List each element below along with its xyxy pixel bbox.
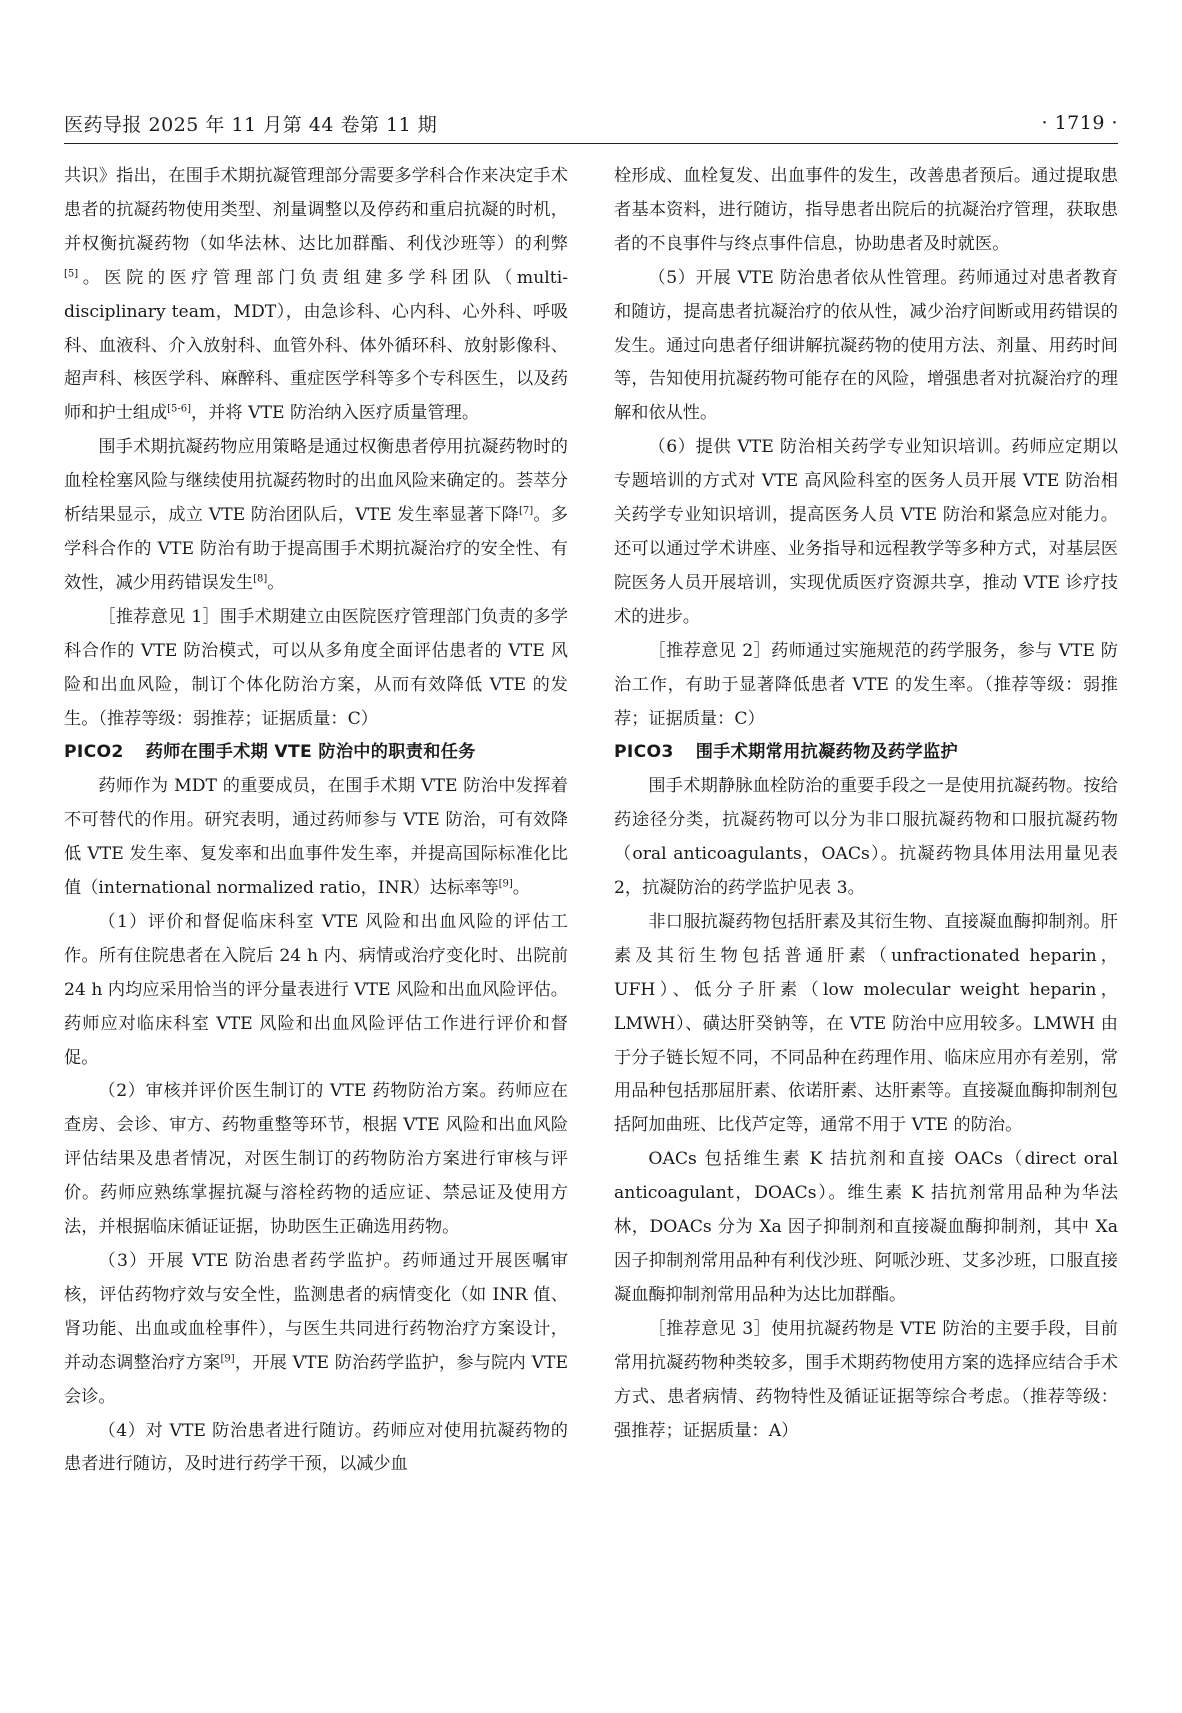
paragraph: [64, 770, 568, 906]
paragraph: 栓形成、血栓复发、出血事件的发生，改善患者预后。通过提取患者基本资料，进行随访，指导患者出院后的抗凝治疗管理，获取患者的不良事件与终点事件信息，协助患者及时就医。: [614, 166, 1118, 254]
paragraph: 非口服抗凝药物包括肝素及其衍生物、直接凝血酶抑制剂。肝素及其衍生物包括普通肝素（unfractionated heparin，UFH）、低分子肝素（low molecular weight heparin，LMWH）、磺达肝癸钠等，在 VTE 防治中应用较多。LMWH 由于分子链长短不同，不同品种在药理作用、临床应用亦有差别，常用品种包括那屈肝素、依诺肝素、达肝素等。直接凝血酶抑制剂包括阿加曲班、比伐芦定等，通常不用于 VTE 的防治。: [614, 911, 1118, 1136]
paragraph: [64, 160, 568, 431]
right-column: [614, 160, 1118, 1448]
paragraph: （1）评价和督促临床科室 VTE 风险和出血风险的评估工作。所有住院患者在入院后 24 h 内、病情或治疗变化时、出院前 24 h 内均应采用恰当的评分量表进行 VTE 风险和出血风险评估。药师应对临床科室 VTE 风险和出血风险评估工作进行评价和督促。: [64, 911, 568, 1068]
section-tag: PICO2: [64, 742, 124, 763]
citation: [9]: [220, 1352, 235, 1364]
paragraph: （4）对 VTE 防治患者进行随访。药师应对使用抗凝药物的患者进行随访，及时进行药学干预，以减少血: [64, 1420, 568, 1475]
citation: [5-6]: [167, 403, 192, 415]
text: ，并将 VTE 防治纳入医疗质量管理。: [191, 403, 480, 424]
text: 药师作为 MDT 的重要成员，在围手术期 VTE 防治中发挥着不可替代的作用。研究表明，通过药师参与 VTE 防治，可有效降低 VTE 发生率、复发率和出血事件发生率，并提高国际标准化比值（international normalized ratio，INR）达标率等: [64, 776, 568, 899]
section-heading-pico3: [614, 736, 1118, 770]
citation: [8]: [253, 573, 268, 585]
paragraph: （6）提供 VTE 防治相关药学专业知识培训。药师应定期以专题培训的方式对 VTE 高风险科室的医务人员开展 VTE 防治相关药学专业知识培训，提高医务人员 VTE 防治和紧急应对能力。还可以通过学术讲座、业务指导和远程教学等多种方式，对基层医院医务人员开展培训，实现优质医疗资源共享，推动 VTE 诊疗技术的进步。: [614, 437, 1118, 627]
recommendation-3: ［推荐意见 3］使用抗凝药物是 VTE 防治的主要手段，目前常用抗凝药物种类较多，围手术期药物使用方案的选择应结合手术方式、患者病情、药物特性及循证证据等综合考虑。（推荐等级：强推荐；证据质量：A）: [614, 1318, 1118, 1441]
section-heading-pico2: [64, 736, 568, 770]
paragraph: [64, 1245, 568, 1415]
paragraph: OACs 包括维生素 K 拮抗剂和直接 OACs（direct oral anticoagulant，DOACs）。维生素 K 拮抗剂常用品种为华法林，DOACs 分为 Xa 因子抑制剂和直接凝血酶抑制剂，其中 Xa 因子抑制剂常用品种有利伐沙班、阿哌沙班、艾多沙班，口服直接凝血酶抑制剂常用品种为达比加群酯。: [614, 1149, 1118, 1305]
paragraph: [64, 431, 568, 601]
text: 。: [512, 878, 530, 899]
left-column: [64, 160, 568, 1482]
text: 。: [267, 572, 285, 593]
citation: [5]: [64, 267, 79, 279]
recommendation-1: ［推荐意见 1］围手术期建立由医院医疗管理部门负责的多学科合作的 VTE 防治模式，可以从多角度全面评估患者的 VTE 风险和出血风险，制订个体化防治方案，从而有效降低 VTE 的发生。（推荐等级：弱推荐；证据质量：C）: [64, 606, 568, 729]
section-title: 药师在围手术期 VTE 防治中的职责和任务: [145, 742, 476, 763]
page-number: · 1719 ·: [1041, 112, 1118, 134]
text: 围手术期抗凝药物应用策略是通过权衡患者停用抗凝药物时的血栓栓塞风险与继续使用抗凝药物时的出血风险来确定的。荟萃分析结果显示，成立 VTE 防治团队后，VTE 发生率显著下降: [64, 437, 568, 526]
recommendation-2: ［推荐意见 2］药师通过实施规范的药学服务，参与 VTE 防治工作，有助于显著降低患者 VTE 的发生率。（推荐等级：弱推荐；证据质量：C）: [614, 640, 1118, 729]
text: 共识》指出，在围手术期抗凝管理部分需要多学科合作来决定手术患者的抗凝药物使用类型、剂量调整以及停药和重启抗凝的时机，并权衡抗凝药物（如华法林、达比加群酯、利伐沙班等）的利弊: [64, 166, 568, 254]
text: ，开展 VTE 防治药学监护，参与院内 VTE 会诊。: [64, 1352, 568, 1407]
journal-info: 医药导报 2025 年 11 月第 44 卷第 11 期: [64, 113, 438, 136]
running-header: [64, 108, 1118, 138]
paragraph: （2）审核并评价医生制订的 VTE 药物防治方案。药师应在查房、会诊、审方、药物重整等环节，根据 VTE 风险和出血风险评估结果及患者情况，对医生制订的药物防治方案进行审核与评价。药师应熟练掌握抗凝与溶栓药物的适应证、禁忌证及使用方法，并根据临床循证证据，协助医生正确选用药物。: [64, 1081, 568, 1238]
citation: [9]: [498, 878, 513, 890]
section-tag: PICO3: [614, 742, 674, 763]
text: （3）开展 VTE 防治患者药学监护。药师通过开展医嘱审核，评估药物疗效与安全性，监测患者的病情变化（如 INR 值、肾功能、出血或血栓事件），与医生共同进行药物治疗方案设计，并动态调整治疗方案: [64, 1251, 568, 1373]
text: 。多学科合作的 VTE 防治有助于提高围手术期抗凝治疗的安全性、有效性，减少用药错误发生: [64, 505, 568, 593]
citation: [7]: [519, 505, 534, 517]
paragraph: 围手术期静脉血栓防治的重要手段之一是使用抗凝药物。按给药途径分类，抗凝药物可以分为非口服抗凝药物和口服抗凝药物（oral anticoagulants，OACs）。抗凝药物具体用法用量见表 2，抗凝防治的药学监护见表 3。: [614, 776, 1118, 899]
section-title: 围手术期常用抗凝药物及药学监护: [695, 742, 959, 763]
header-rule: [64, 143, 1118, 144]
paragraph: （5）开展 VTE 防治患者依从性管理。药师通过对患者教育和随访，提高患者抗凝治疗的依从性，减少治疗间断或用药错误的发生。通过向患者仔细讲解抗凝药物的使用方法、剂量、用药时间等，告知使用抗凝药物可能存在的风险，增强患者对抗凝治疗的理解和依从性。: [614, 267, 1118, 424]
text: 。医院的医疗管理部门负责组建多学科团队（multi-disciplinary team，MDT），由急诊科、心内科、心外科、呼吸科、血液科、介入放射科、血管外科、体外循环科、放射影像科、超声科、核医学科、麻醉科、重症医学科等多个专科医生，以及药师和护士组成: [64, 267, 568, 424]
